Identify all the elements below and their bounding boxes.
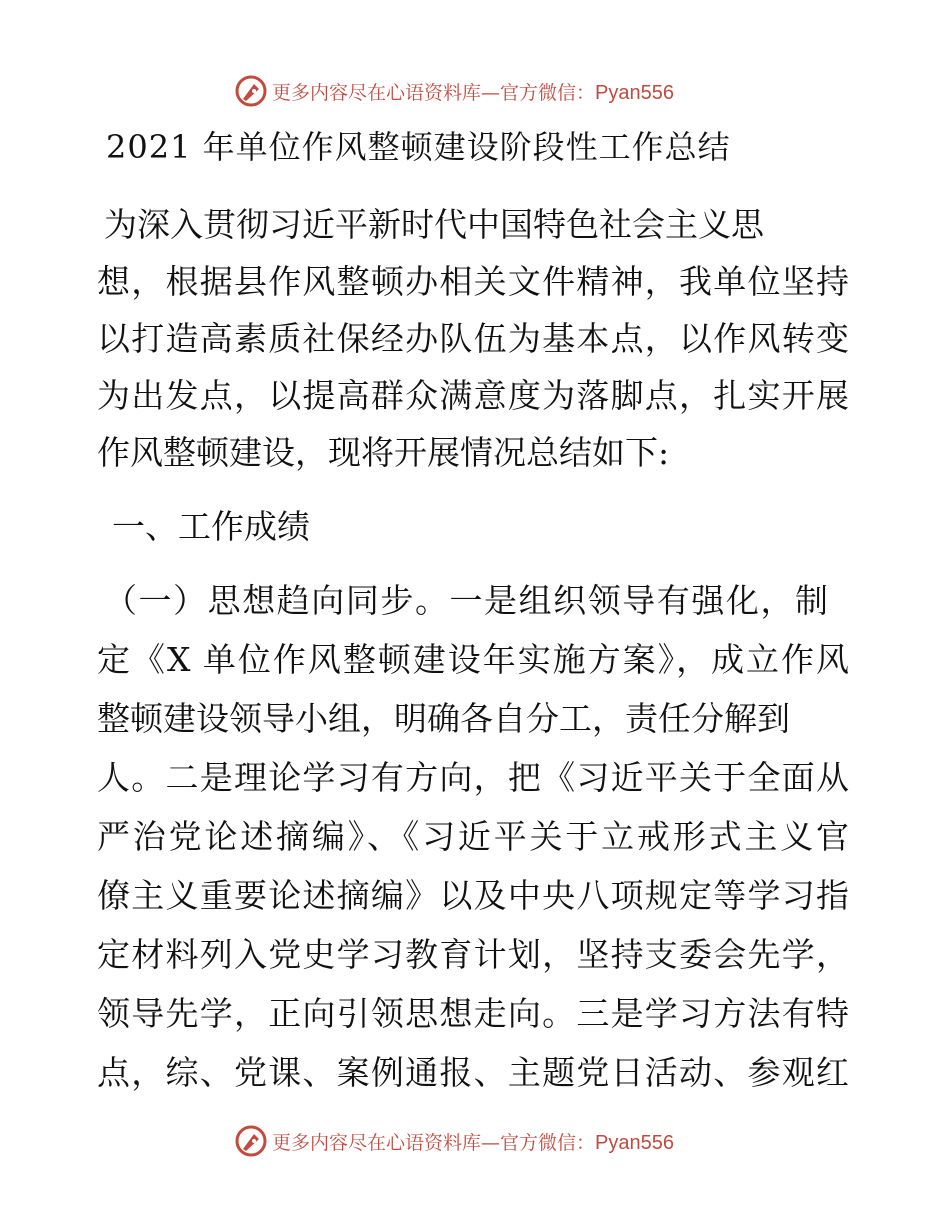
- document-title: 2021 年单位作风整顿建设阶段性工作总结: [106, 128, 731, 166]
- section-heading: 一、工作成绩: [112, 507, 310, 546]
- header-watermark-banner: [0, 70, 950, 110]
- body-line: 僚主义重要论述摘编》以及中央八项规定等学习指: [97, 876, 849, 915]
- intro-line: 作风整顿建设，现将开展情况总结如下:: [97, 433, 670, 472]
- body-line: 整顿建设领导小组，明确各自分工，责任分解到: [97, 699, 790, 738]
- body-line: 定《X 单位作风整顿建设年实施方案》，成立作风: [97, 640, 849, 679]
- body-line: 领导先学，正向引领思想走向。三是学习方法有特: [97, 994, 849, 1033]
- intro-line: 想，根据县作风整顿办相关文件精神，我单位坚持: [97, 262, 849, 301]
- intro-line: 以打造高素质社保经办队伍为基本点，以作风转变: [97, 319, 849, 358]
- intro-line: 为深入贯彻习近平新时代中国特色社会主义思: [104, 205, 764, 244]
- body-line: 人。二是理论学习有方向，把《习近平关于全面从: [97, 758, 849, 797]
- pen-nib-logo-icon: [234, 1124, 268, 1158]
- intro-line: 为出发点，以提高群众满意度为落脚点，扎实开展: [97, 376, 849, 415]
- body-line: 定材料列入党史学习教育计划，坚持支委会先学，: [97, 935, 849, 974]
- watermark-text: 更多内容尽在心语资料库—官方微信：Pyan556: [272, 1131, 674, 1154]
- body-line: 点，综、党课、案例通报、主题党日活动、参观红: [97, 1053, 849, 1092]
- body-line: （一）思想趋向同步。一是组织领导有强化，制: [104, 581, 828, 620]
- footer-watermark-banner: [0, 1120, 950, 1160]
- body-line: 严治党论述摘编》、《习近平关于立戒形式主义官: [97, 817, 849, 856]
- watermark-text: 更多内容尽在心语资料库—官方微信：Pyan556: [272, 81, 674, 104]
- pen-nib-logo-icon: [234, 74, 268, 108]
